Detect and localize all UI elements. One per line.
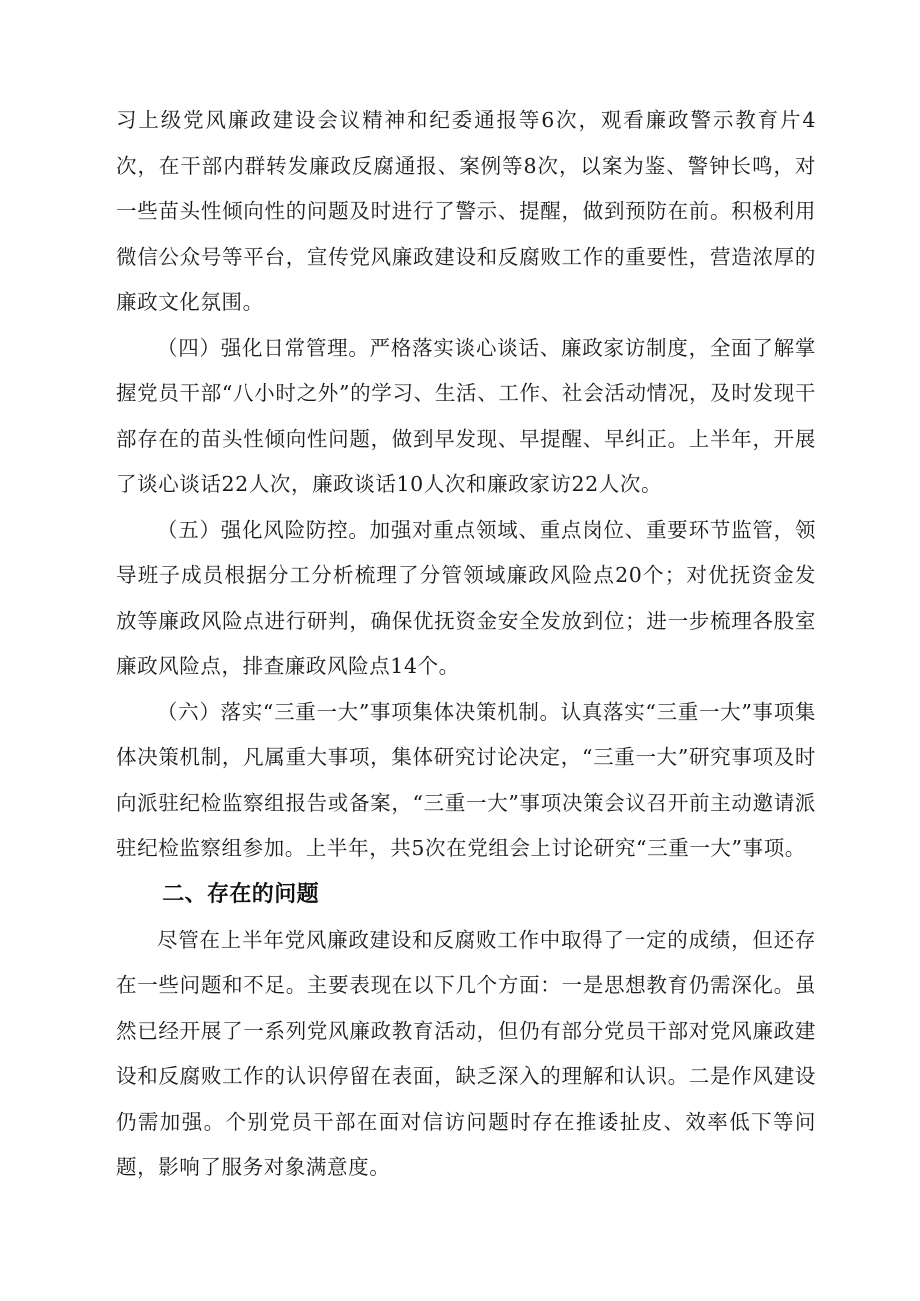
- paragraph-collective-decision: （六）落实“三重一大”事项集体决策机制。认真落实“三重一大”事项集体决策机制，凡属重大事项，集体研究讨论决定，“三重一大”研究事项及时向派驻纪检监察组报告或备案，“三重一大”事项决策会议召开前主动邀请派驻纪检监察组参加。上半年，共5次在党组会上讨论研究“三重一大”事项。: [116, 699, 816, 860]
- paragraph-risk-control: （五）强化风险防控。加强对重点领域、重点岗位、重要环节监管，领导班子成员根据分工分析梳理了分管领域廉政风险点20个；对优抚资金发放等廉政风险点进行研判，确保优抚资金安全发放到位；进一步梳理各股室廉政风险点，排查廉政风险点14个。: [116, 517, 816, 678]
- paragraph-education-continued: 习上级党风廉政建设会议精神和纪委通报等6次，观看廉政警示教育片4次，在干部内群转发廉政反腐通报、案例等8次，以案为鉴、警钟长鸣，对一些苗头性倾向性的问题及时进行了警示、提醒，做到预防在前。积极利用微信公众号等平台，宣传党风廉政建设和反腐败工作的重要性，营造浓厚的廉政文化氛围。: [116, 108, 816, 314]
- paragraph-problems: 尽管在上半年党风廉政建设和反腐败工作中取得了一定的成绩，但还存在一些问题和不足。主要表现在以下几个方面：一是思想教育仍需深化。虽然已经开展了一系列党风廉政教育活动，但仍有部分党员干部对党风廉政建设和反腐败工作的认识停留在表面，缺乏深入的理解和认识。二是作风建设仍需加强。个别党员干部在面对信访问题时存在推诿扯皮、效率低下等问题，影响了服务对象满意度。: [116, 927, 816, 1179]
- paragraph-daily-management: （四）强化日常管理。严格落实谈心谈话、廉政家访制度，全面了解掌握党员干部“八小时之外”的学习、生活、工作、社会活动情况，及时发现干部存在的苗头性倾向性问题，做到早发现、早提醒、早纠正。上半年，开展了谈心谈话22人次，廉政谈话10人次和廉政家访22人次。: [116, 335, 816, 496]
- section-heading-problems: 二、存在的问题: [162, 881, 319, 907]
